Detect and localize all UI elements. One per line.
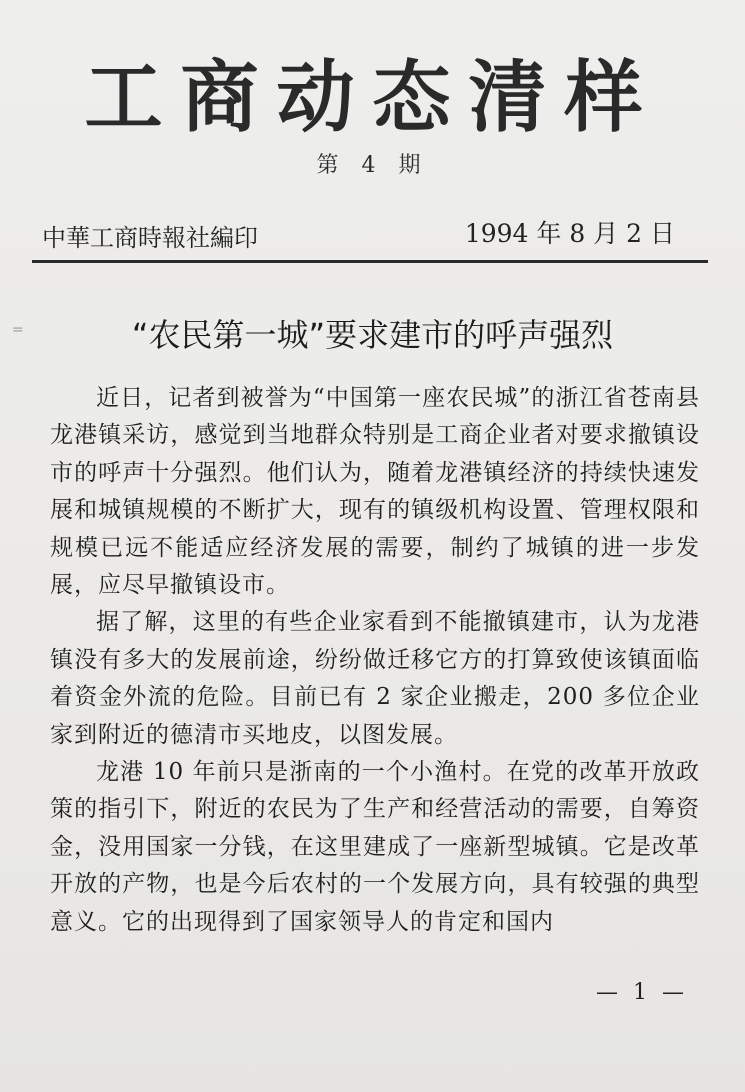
article-paragraph: 据了解，这里的有些企业家看到不能撤镇建市，认为龙港镇没有多大的发展前途，纷纷做迁移它方的打算致使该镇面临着资金外流的危险。目前已有 2 家企业搬走，200 多位企业家到附近的德清市买地皮，以图发展。 bbox=[50, 609, 700, 748]
publisher-line: 中華工商時報社編印 bbox=[42, 224, 258, 252]
article-paragraph: 龙港 10 年前只是浙南的一个小渔村。在党的改革开放政策的指引下，附近的农民为了生产和经营活动的需要，自筹资金，没用国家一分钱，在这里建成了一座新型城镇。它是改革开放的产物，也是今后农村的一个发展方向，具有较强的典型意义。它的出现得到了国家领导人的肯定和国内 bbox=[50, 759, 700, 935]
publication-date: 1994 年 8 月 2 日 bbox=[464, 219, 675, 248]
issue-number: 第 4 期 bbox=[316, 153, 429, 178]
article-body bbox=[50, 380, 700, 941]
margin-mark: = bbox=[12, 322, 24, 338]
article-title: “农民第一城”要求建市的呼声强烈 bbox=[131, 316, 614, 354]
page-number: — 1 — bbox=[596, 980, 688, 1005]
article-paragraph: 近日，记者到被誉为“中国第一座农民城”的浙江省苍南县龙港镇采访，感觉到当地群众特别是工商企业者对要求撤镇设市的呼声十分强烈。他们认为，随着龙港镇经济的持续快速发展和城镇规模的不断扩大，现有的镇级机构设置、管理权限和规模已远不能适应经济发展的需要，制约了城镇的进一步发展，应尽早撤镇设市。 bbox=[50, 385, 700, 599]
header-divider bbox=[32, 260, 708, 263]
masthead-title: 工商动态清样 bbox=[84, 53, 661, 143]
